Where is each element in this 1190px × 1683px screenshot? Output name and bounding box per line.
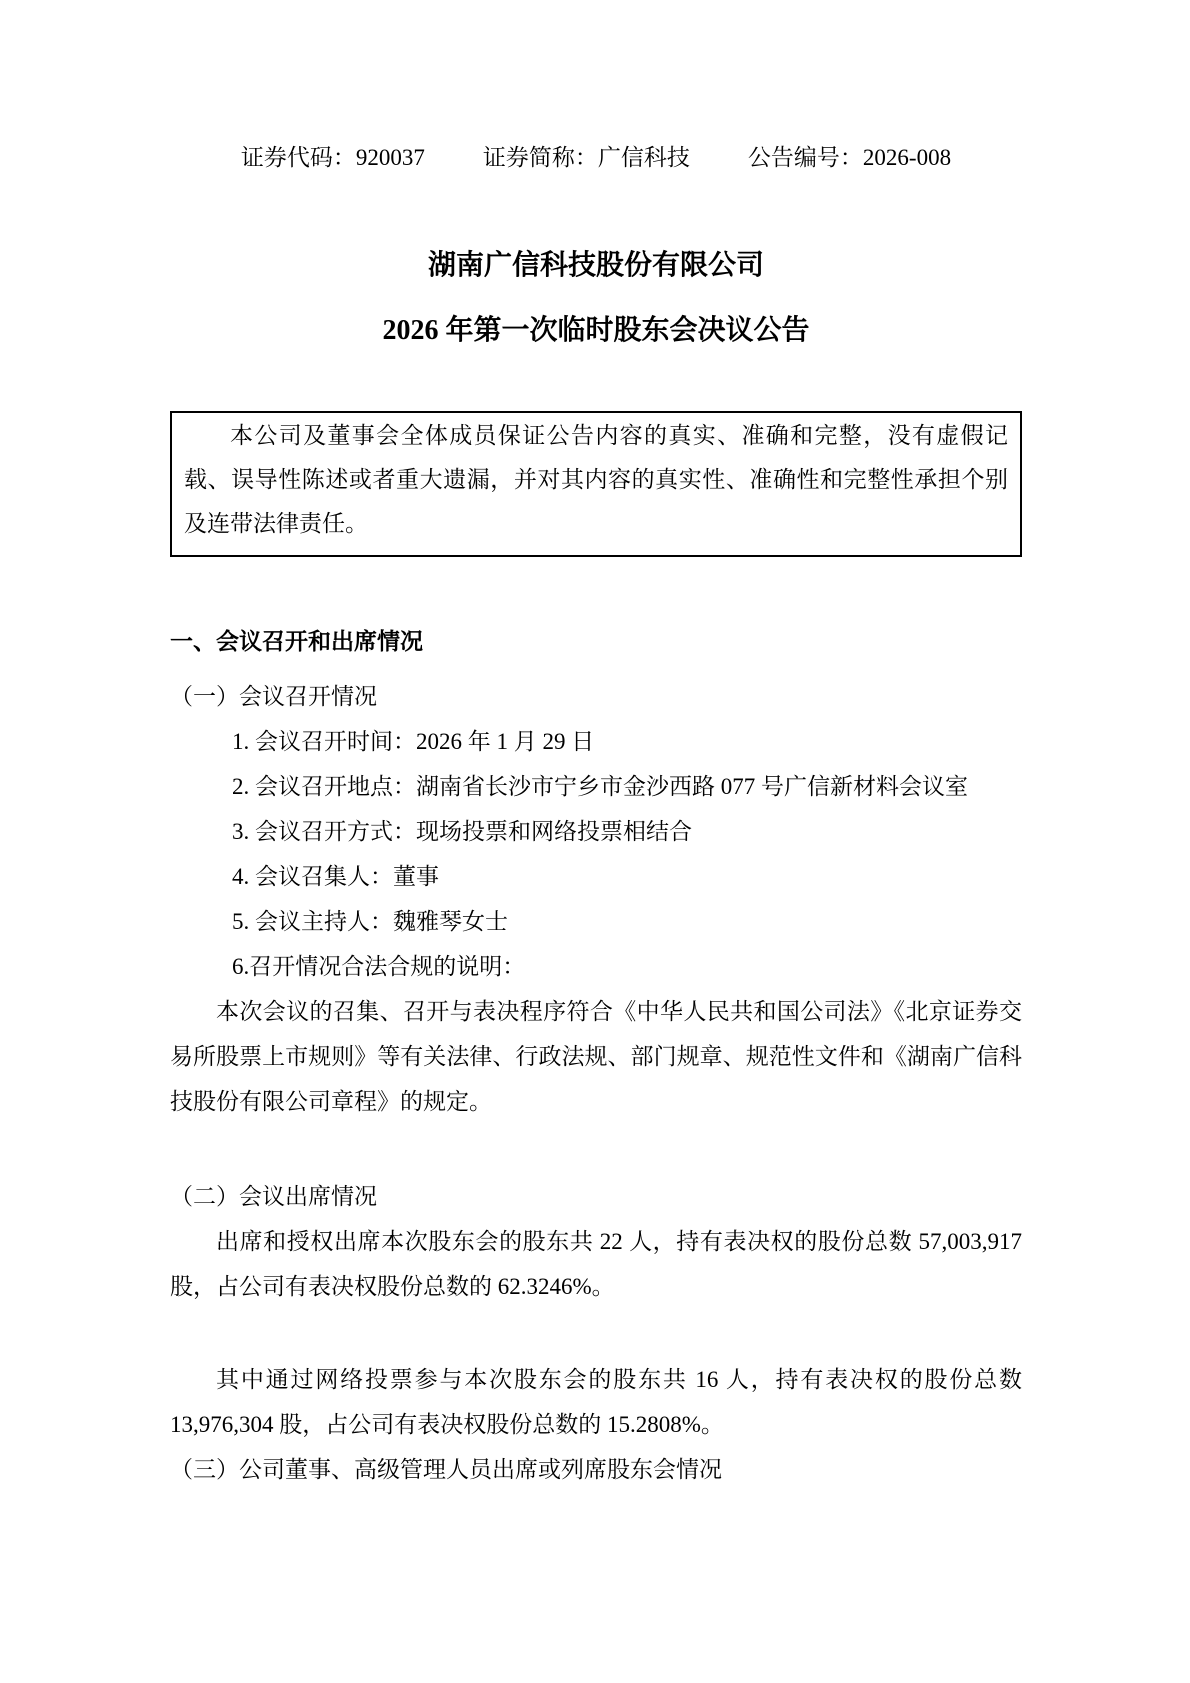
announcement-number: 公告编号：2026-008: [747, 145, 952, 170]
item-meeting-time: 1. 会议召开时间：2026 年 1 月 29 日: [232, 729, 595, 754]
document-header: [170, 0, 1022, 170]
disclaimer-text: 本公司及董事会全体成员保证公告内容的真实、准确和完整，没有虚假记载、误导性陈述或者重大遗漏，并对其内容的真实性、准确性和完整性承担个别及连带法律责任。: [184, 423, 1008, 536]
subsection-heading-convening: （一）会议召开情况: [170, 684, 377, 709]
stock-name: 证券简称：广信科技: [482, 145, 690, 170]
attendance-paragraph: 出席和授权出席本次股东会的股东共 22 人，持有表决权的股份总数 57,003,917 股，占公司有表决权股份总数的 62.3246%。: [170, 1229, 1022, 1299]
disclaimer-box: [170, 411, 1022, 557]
item-meeting-convener: 4. 会议召集人：董事: [232, 864, 439, 889]
item-meeting-method: 3. 会议召开方式：现场投票和网络投票相结合: [232, 819, 692, 844]
announcement-title: 2026 年第一次临时股东会决议公告: [382, 315, 810, 346]
item-meeting-host: 5. 会议主持人：魏雅琴女士: [232, 909, 508, 934]
item-meeting-place: 2. 会议召开地点：湖南省长沙市宁乡市金沙西路 077 号广信新材料会议室: [232, 774, 968, 799]
stock-code: 证券代码：920037: [240, 145, 425, 170]
legality-paragraph: 本次会议的召集、召开与表决程序符合《中华人民共和国公司法》《北京证券交易所股票上市规则》等有关法律、行政法规、部门规章、规范性文件和《湖南广信科技股份有限公司章程》的规定。: [170, 999, 1022, 1114]
subsection-heading-directors: （三）公司董事、高级管理人员出席或列席股东会情况: [170, 1457, 722, 1482]
section-heading-meeting: 一、会议召开和出席情况: [170, 629, 423, 654]
online-voting-paragraph: 其中通过网络投票参与本次股东会的股东共 16 人，持有表决权的股份总数 13,976,304 股，占公司有表决权股份总数的 15.2808%。: [170, 1367, 1022, 1437]
company-title: 湖南广信科技股份有限公司: [427, 250, 764, 281]
subsection-heading-attendance: （二）会议出席情况: [170, 1184, 377, 1209]
item-legality-note: 6.召开情况合法合规的说明：: [232, 954, 526, 979]
